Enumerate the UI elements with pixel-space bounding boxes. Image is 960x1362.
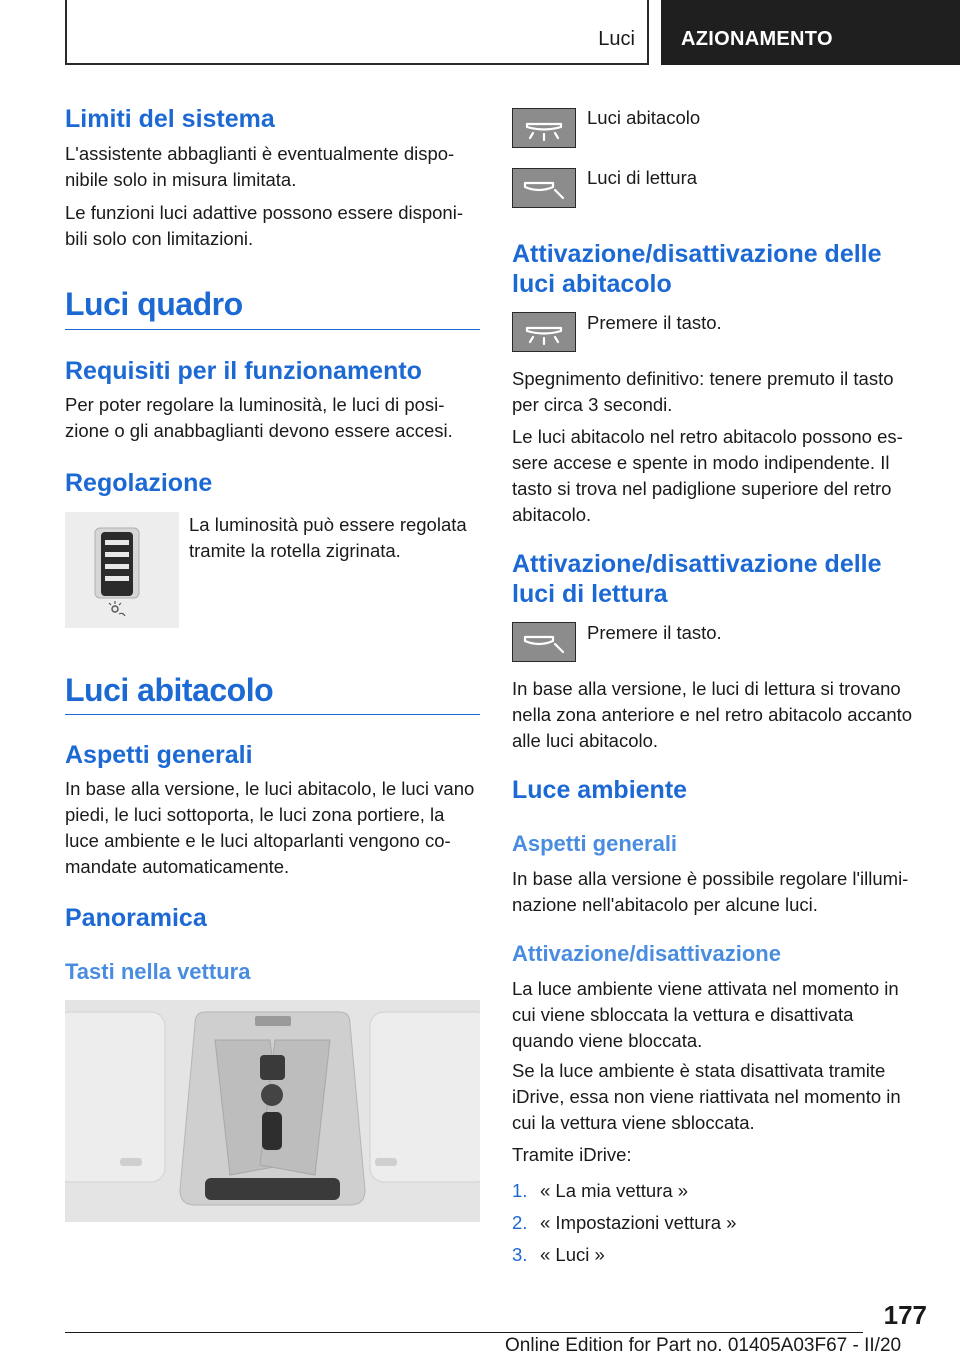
- header-section-tab: [65, 0, 649, 65]
- aspetti-text-a: In base alla versione, le luci abitacolo, le luci vano: [65, 778, 475, 799]
- att1-key-label: Premere il tasto.: [587, 312, 722, 333]
- header-chapter-tab: [661, 0, 960, 65]
- heading-att-luci-abitacolo-a: Attivazione/disattivazione delle: [512, 240, 882, 268]
- att2-key-label: Premere il tasto.: [587, 622, 722, 643]
- list-item-text: « La mia vettura »: [540, 1180, 689, 1201]
- limiti-text-2b: bili solo con limitazioni.: [65, 228, 254, 249]
- amb-att-text-2c: cui la vettura viene sbloccata.: [512, 1112, 755, 1133]
- reading-light-key-icon: [512, 622, 576, 662]
- overhead-console-illustration: [65, 1000, 480, 1222]
- header-section-title: Luci: [598, 28, 635, 50]
- header-chapter-title: AZIONAMENTO: [681, 28, 833, 50]
- heading-requisiti: Requisiti per il funzionamento: [65, 357, 422, 385]
- att1-text-1b: per circa 3 secondi.: [512, 394, 673, 415]
- heading-luce-ambiente: Luce ambiente: [512, 776, 688, 804]
- dimmer-wheel-photo: [65, 512, 179, 628]
- heading-panoramica: Panoramica: [65, 904, 207, 932]
- amb-att-text-2a: Se la luce ambiente è stata disattivata tramite: [512, 1060, 886, 1081]
- section-rule: [65, 714, 480, 715]
- heading-att-luci-lettura-b: luci di lettura: [512, 580, 668, 608]
- interior-light-key-icon: [512, 312, 576, 352]
- limiti-text-1a: L'assistente abbaglianti è eventualmente dispo-: [65, 143, 455, 164]
- footer-rule: [65, 1332, 863, 1333]
- heading-att-luci-abitacolo-b: luci abitacolo: [512, 270, 672, 298]
- amb-aspetti-text-b: nazione nell'abitacolo per alcune luci.: [512, 894, 818, 915]
- overhead-console-photo: [65, 1000, 480, 1222]
- interior-light-key-icon: [512, 108, 576, 148]
- heading-luci-quadro: Luci quadro: [65, 286, 243, 322]
- att2-text-c: alle luci abitacolo.: [512, 730, 659, 751]
- amb-att-text-2b: iDrive, essa non viene riattivata nel momento in: [512, 1086, 901, 1107]
- section-rule: [65, 329, 480, 330]
- amb-att-text-1c: quando viene bloccata.: [512, 1030, 703, 1051]
- att1-text-1a: Spegnimento definitivo: tenere premuto il tasto: [512, 368, 894, 389]
- requisiti-text-a: Per poter regolare la luminosità, le luci di posi-: [65, 394, 445, 415]
- list-item-number: 1.: [512, 1180, 528, 1201]
- list-item-text: « Luci »: [540, 1244, 605, 1265]
- amb-att-text-1b: cui viene sbloccata la vettura e disattivata: [512, 1004, 854, 1025]
- amb-att-text-1a: La luce ambiente viene attivata nel momento in: [512, 978, 899, 999]
- footer-edition: Online Edition for Part no. 01405A03F67 - II/20: [505, 1335, 902, 1356]
- att1-text-2b: sere accese e spente in modo indipendente. Il: [512, 452, 890, 473]
- amb-aspetti-text-a: In base alla versione è possibile regolare l'illumi-: [512, 868, 909, 889]
- page-number: 177: [883, 1300, 927, 1330]
- reading-light-key-icon: [512, 168, 576, 208]
- att2-text-a: In base alla versione, le luci di lettura si trovano: [512, 678, 901, 699]
- heading-aspetti-generali: Aspetti generali: [65, 741, 253, 769]
- key1-label: Luci abitacolo: [587, 107, 701, 128]
- heading-amb-aspetti: Aspetti generali: [512, 831, 678, 856]
- heading-tasti-vettura: Tasti nella vettura: [65, 959, 251, 984]
- att2-text-b: nella zona anteriore e nel retro abitacolo accanto: [512, 704, 913, 725]
- aspetti-text-d: mandate automaticamente.: [65, 856, 290, 877]
- att1-text-2c: tasto si trova nel padiglione superiore del retro: [512, 478, 892, 499]
- aspetti-text-b: piedi, le luci sottoporta, le luci zona portiere, la: [65, 804, 445, 825]
- list-item-text: « Impostazioni vettura »: [540, 1212, 737, 1233]
- list-item-number: 3.: [512, 1244, 528, 1265]
- key2-label: Luci di lettura: [587, 167, 698, 188]
- att1-text-2d: abitacolo.: [512, 504, 592, 525]
- aspetti-text-c: luce ambiente e le luci altoparlanti vengono co-: [65, 830, 451, 851]
- heading-amb-attivazione: Attivazione/disattivazione: [512, 941, 781, 966]
- limiti-text-1b: nibile solo in misura limitata.: [65, 169, 297, 190]
- regolazione-text-a: La luminosità può essere regolata: [189, 514, 467, 535]
- limiti-text-2a: Le funzioni luci adattive possono essere disponi-: [65, 202, 463, 223]
- requisiti-text-b: zione o gli anabbaglianti devono essere accesi.: [65, 420, 453, 441]
- att1-text-2a: Le luci abitacolo nel retro abitacolo possono es-: [512, 426, 903, 447]
- list-item-number: 2.: [512, 1212, 528, 1233]
- heading-limiti-sistema: Limiti del sistema: [65, 105, 275, 133]
- regolazione-text-b: tramite la rotella zigrinata.: [189, 540, 401, 561]
- dimmer-wheel-illustration: [65, 512, 179, 628]
- tramite-idrive: Tramite iDrive:: [512, 1144, 632, 1165]
- heading-regolazione: Regolazione: [65, 469, 213, 497]
- heading-att-luci-lettura-a: Attivazione/disattivazione delle: [512, 550, 882, 578]
- heading-luci-abitacolo: Luci abitacolo: [65, 672, 274, 708]
